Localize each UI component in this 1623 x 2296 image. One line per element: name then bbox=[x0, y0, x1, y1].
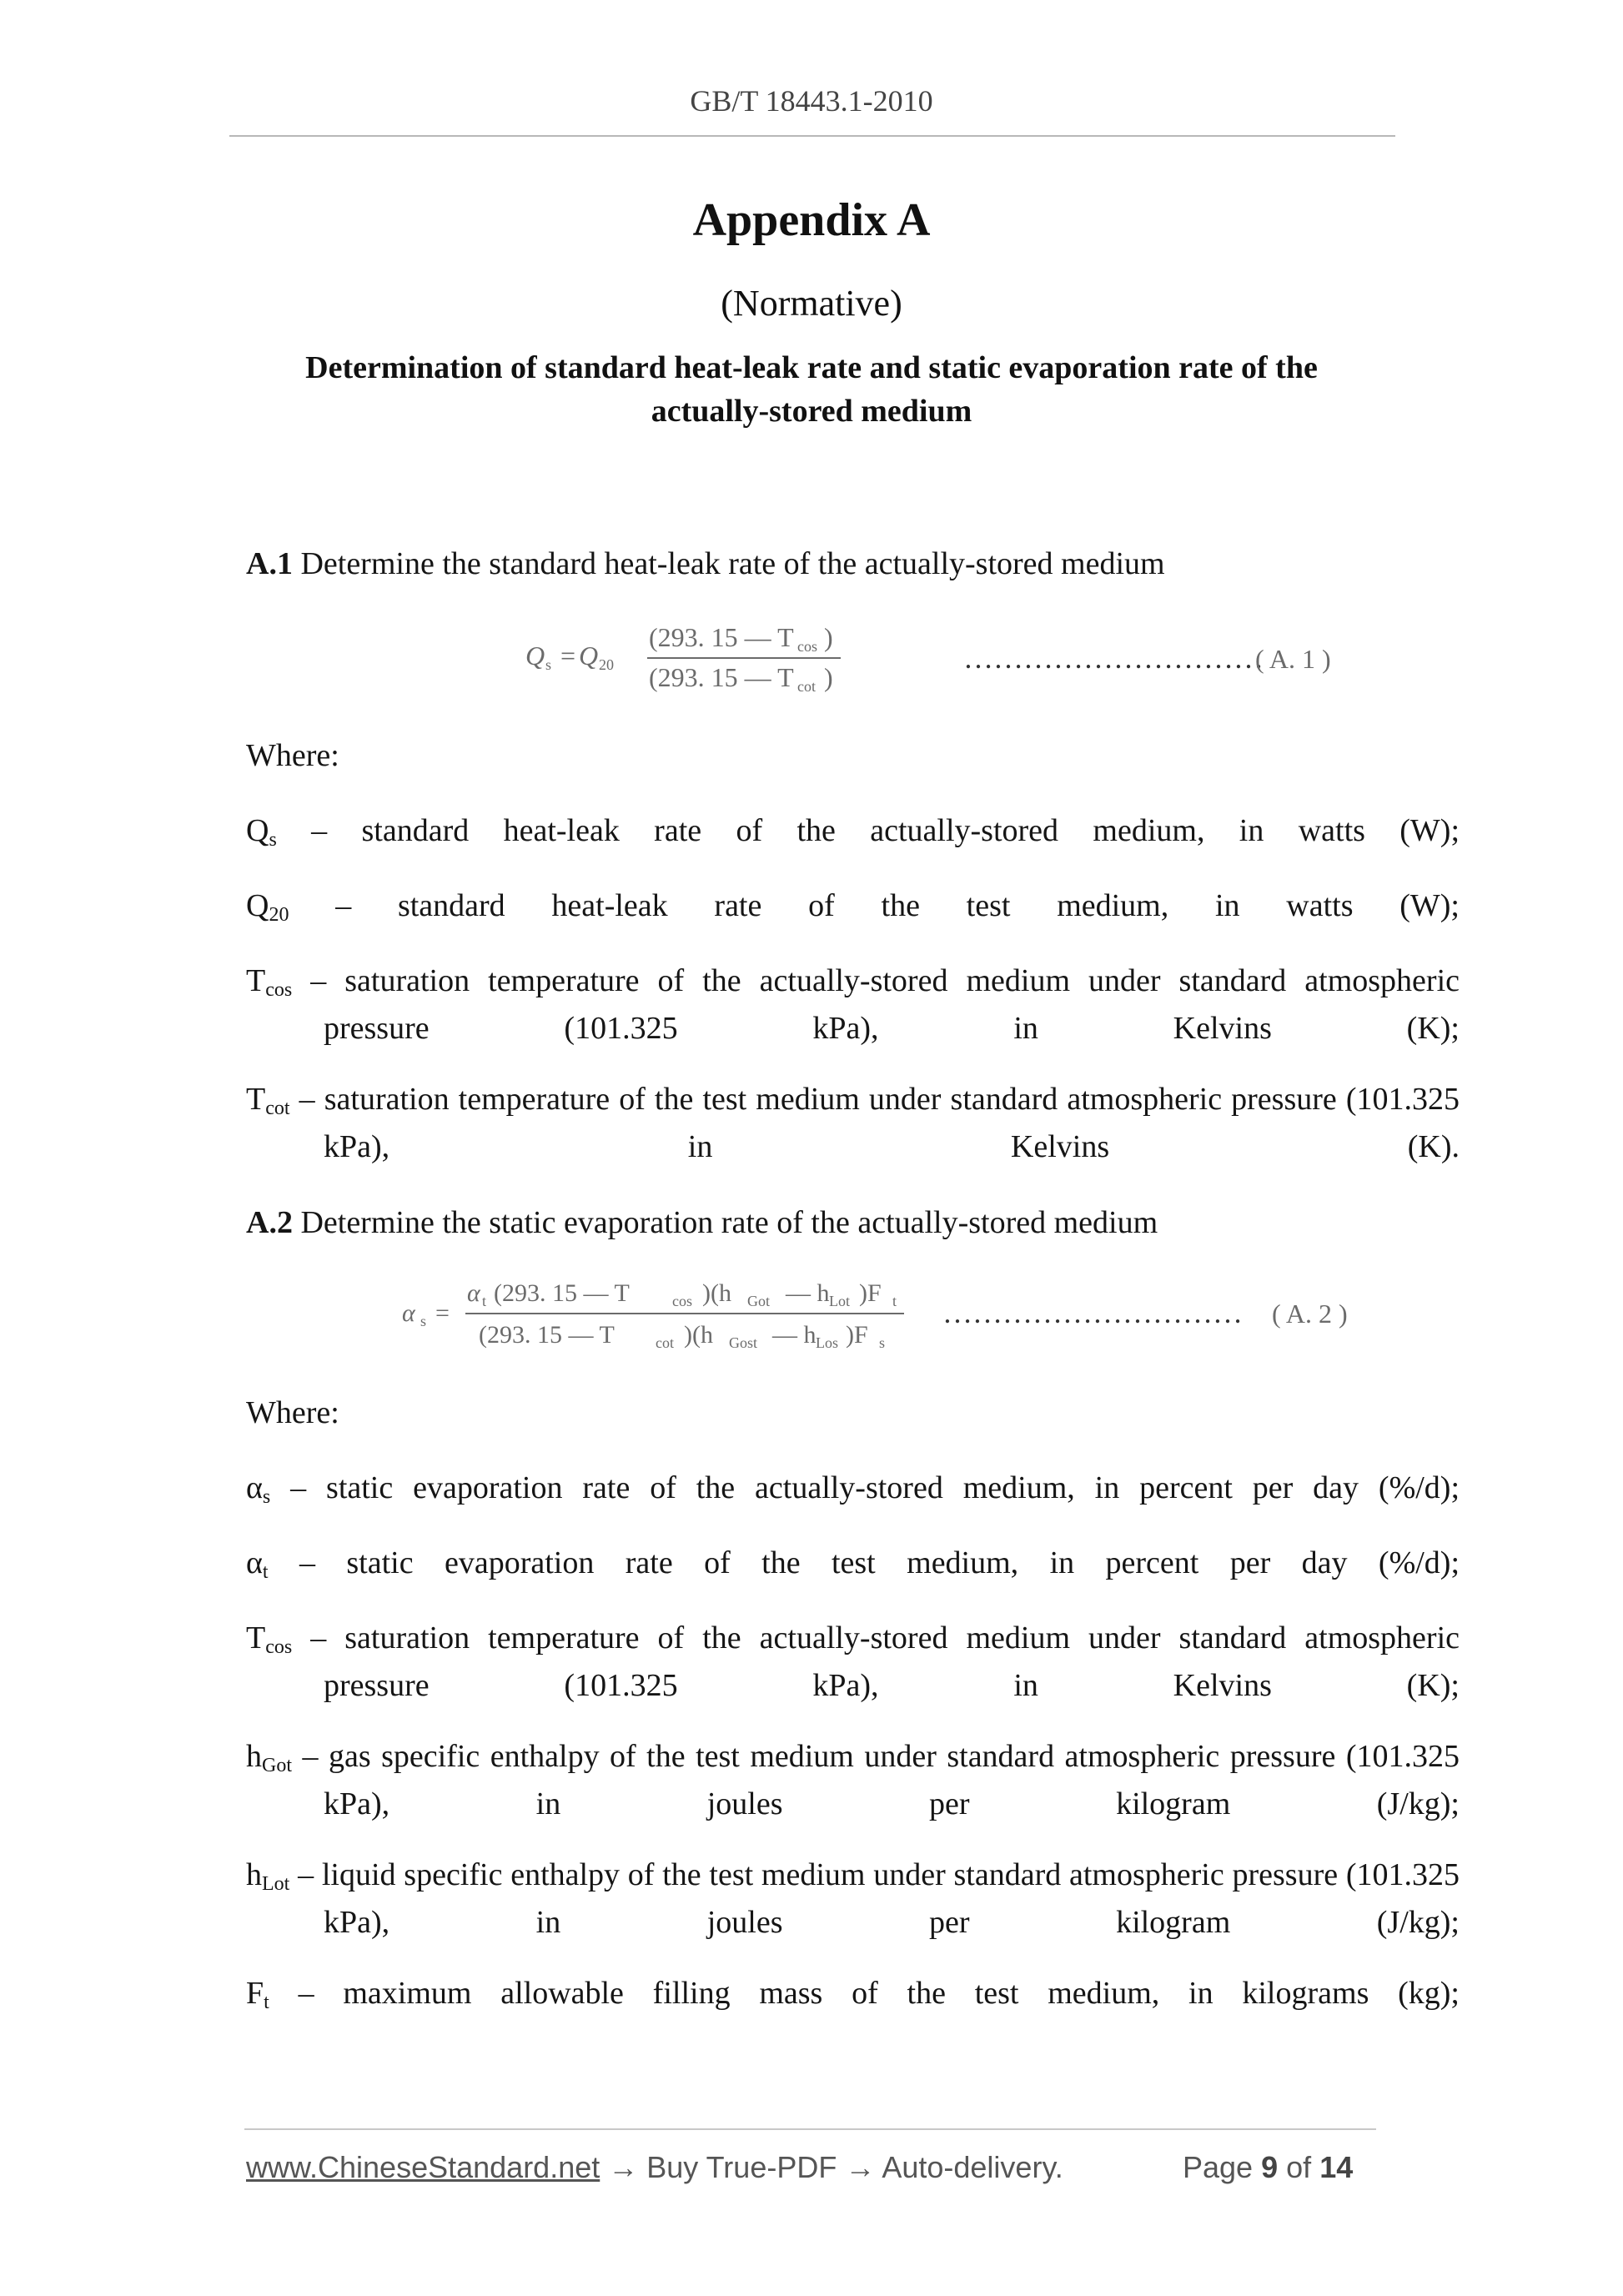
formula-a2-den-temp-sub: cot bbox=[656, 1334, 674, 1351]
heading-line-1: Determination of standard heat-leak rate and static evaporation rate of the bbox=[305, 350, 1318, 385]
section-a2-title bbox=[246, 1201, 1382, 1244]
formula-a2-num-hlot-sub: Lot bbox=[829, 1293, 850, 1309]
formula-a2-num-alpha-sub: t bbox=[482, 1293, 487, 1309]
a1-where-label: Where: bbox=[246, 738, 339, 773]
formula-a2-num-ft: )F bbox=[859, 1279, 882, 1307]
formula-a1-rhs-sub: 20 bbox=[599, 656, 614, 673]
def-symbol: α bbox=[246, 1545, 263, 1580]
formula-a2-lhs: α bbox=[402, 1299, 415, 1327]
formula-a1-numerator-sub: cos bbox=[797, 638, 817, 655]
def-text: – standard heat-leak rate of the test medium, in watts (W); bbox=[335, 888, 1460, 923]
formula-a2-num-hlot: — h bbox=[786, 1279, 830, 1307]
formula-a2-den-fs-sub: s bbox=[879, 1334, 886, 1351]
def-symbol: T bbox=[246, 1620, 266, 1655]
formula-a1-denominator-close: ) bbox=[824, 662, 833, 692]
section-a1-number: A.1 bbox=[246, 546, 293, 581]
formula-a2-num-hgot-sub: Got bbox=[747, 1293, 770, 1309]
def-symbol-sub: 20 bbox=[269, 904, 289, 926]
formula-a2-den-hgost-sub: Gost bbox=[729, 1334, 758, 1351]
appendix-subtitle: (Normative) bbox=[721, 283, 902, 324]
formula-a2-dots: ………………………… bbox=[942, 1296, 1243, 1329]
page-total: 14 bbox=[1319, 2150, 1354, 2184]
a2-def-hlot bbox=[246, 1853, 1460, 1987]
formula-a2-den-hlos: — h bbox=[772, 1321, 817, 1349]
page-number: 9 bbox=[1261, 2150, 1279, 2184]
def-text: – saturation temperature of the test medium under standard atmospheric pressure (101.325 kPa), in Kelvins (K). bbox=[299, 1082, 1460, 1164]
formula-a1 bbox=[500, 613, 1401, 705]
def-text: – static evaporation rate of the test medium, in percent per day (%/d); bbox=[299, 1545, 1460, 1580]
formula-a1-dots: ………………………… bbox=[963, 641, 1264, 675]
def-symbol-sub: t bbox=[262, 1561, 269, 1583]
a2-def-ft bbox=[246, 1972, 1460, 2062]
section-a1-title bbox=[246, 542, 1382, 585]
formula-a1-eq: = bbox=[560, 641, 576, 671]
a2-where-label: Where: bbox=[246, 1395, 339, 1430]
def-symbol: Q bbox=[246, 888, 269, 923]
formula-a2-den-hlos-sub: Los bbox=[816, 1334, 838, 1351]
def-symbol: h bbox=[246, 1857, 262, 1892]
def-symbol: T bbox=[246, 1082, 266, 1117]
def-text: – maximum allowable filling mass of the test medium, in kilograms (kg); bbox=[298, 1976, 1460, 2011]
def-symbol-sub: Got bbox=[262, 1755, 292, 1776]
formula-a1-denominator-sub: cot bbox=[797, 678, 816, 695]
def-symbol: h bbox=[246, 1739, 262, 1774]
heading-line-2: actually-stored medium bbox=[651, 394, 972, 429]
formula-a1-rhs: Q bbox=[579, 641, 599, 671]
def-symbol: Q bbox=[246, 813, 269, 848]
page-of-label: of bbox=[1286, 2150, 1312, 2184]
def-symbol-sub: cos bbox=[265, 1636, 293, 1658]
formula-a1-numerator: (293. 15 — T bbox=[649, 622, 794, 652]
def-symbol-sub: Lot bbox=[262, 1873, 290, 1895]
formula-a2-num-temp-sub: cos bbox=[672, 1293, 692, 1309]
formula-a2-num-hgot: )(h bbox=[702, 1279, 731, 1307]
formula-a1-equation-number: ( A. 1 ) bbox=[1255, 644, 1331, 674]
def-text: – static evaporation rate of the actually-stored medium, in percent per day (%/d); bbox=[290, 1470, 1460, 1505]
formula-a2-eq: = bbox=[435, 1299, 450, 1327]
a1-def-tcot bbox=[246, 1078, 1460, 1212]
footer-site-link[interactable]: www.ChineseStandard.net bbox=[246, 2150, 600, 2184]
header-divider bbox=[229, 135, 1395, 137]
def-text: – saturation temperature of the actually-stored medium under standard atmospheric pressure (101.325 kPa), in Kelvins (K); bbox=[310, 1620, 1460, 1703]
footer-promo-text: → Buy True-PDF → Auto-delivery. bbox=[608, 2150, 1063, 2184]
def-text: – saturation temperature of the actually-stored medium under standard atmospheric pressure (101.325 kPa), in Kelvins (K); bbox=[310, 963, 1460, 1046]
formula-a2-num-temp: (293. 15 — T bbox=[494, 1279, 630, 1307]
def-symbol: α bbox=[246, 1470, 263, 1505]
footer-promo bbox=[246, 2150, 1063, 2185]
section-a2-number: A.2 bbox=[246, 1205, 293, 1240]
formula-a2-lhs-sub: s bbox=[420, 1313, 427, 1329]
formula-a1-lhs: Q bbox=[525, 641, 545, 671]
formula-a2-den-temp: (293. 15 — T bbox=[479, 1321, 615, 1349]
formula-a1-numerator-close: ) bbox=[824, 622, 833, 652]
def-symbol-sub: t bbox=[264, 1992, 269, 2013]
formula-a2-equation-number: ( A. 2 ) bbox=[1272, 1299, 1348, 1329]
def-symbol-sub: cos bbox=[265, 979, 293, 1001]
def-symbol-sub: cot bbox=[265, 1098, 290, 1119]
footer-divider bbox=[244, 2128, 1376, 2130]
a2-def-tcos bbox=[246, 1616, 1460, 1751]
def-text: – standard heat-leak rate of the actually-stored medium, in watts (W); bbox=[311, 813, 1460, 848]
def-text: – liquid specific enthalpy of the test medium under standard atmospheric pressure (101.325 kPa), in joules per kilogram (J/kg); bbox=[298, 1857, 1460, 1940]
appendix-title: Appendix A bbox=[692, 194, 931, 246]
document-id-header: GB/T 18443.1-2010 bbox=[690, 84, 933, 118]
formula-a2-num-ft-sub: t bbox=[892, 1293, 897, 1309]
def-symbol: T bbox=[246, 963, 266, 998]
formula-a2 bbox=[392, 1269, 1401, 1361]
def-symbol: F bbox=[246, 1976, 264, 2011]
formula-a2-num-alpha: α bbox=[467, 1279, 480, 1307]
a2-def-hgot bbox=[246, 1735, 1460, 1869]
formula-a2-den-fs: )F bbox=[846, 1321, 868, 1349]
formula-a1-denominator: (293. 15 — T bbox=[649, 662, 794, 692]
section-a2-text: Determine the static evaporation rate of the actually-stored medium bbox=[300, 1205, 1158, 1240]
page-label: Page bbox=[1183, 2150, 1254, 2184]
section-a1-text: Determine the standard heat-leak rate of the actually-stored medium bbox=[300, 546, 1165, 581]
appendix-heading bbox=[250, 346, 1373, 433]
def-text: – gas specific enthalpy of the test medium under standard atmospheric pressure (101.325 kPa), in joules per kilogram (J/kg); bbox=[302, 1739, 1460, 1821]
formula-a2-den-hgost: )(h bbox=[684, 1321, 713, 1349]
a1-def-tcos bbox=[246, 959, 1460, 1093]
formula-a1-lhs-sub: s bbox=[545, 656, 552, 673]
def-symbol-sub: s bbox=[269, 829, 277, 851]
def-symbol-sub: s bbox=[262, 1486, 271, 1508]
footer-page-indicator bbox=[1183, 2150, 1353, 2185]
